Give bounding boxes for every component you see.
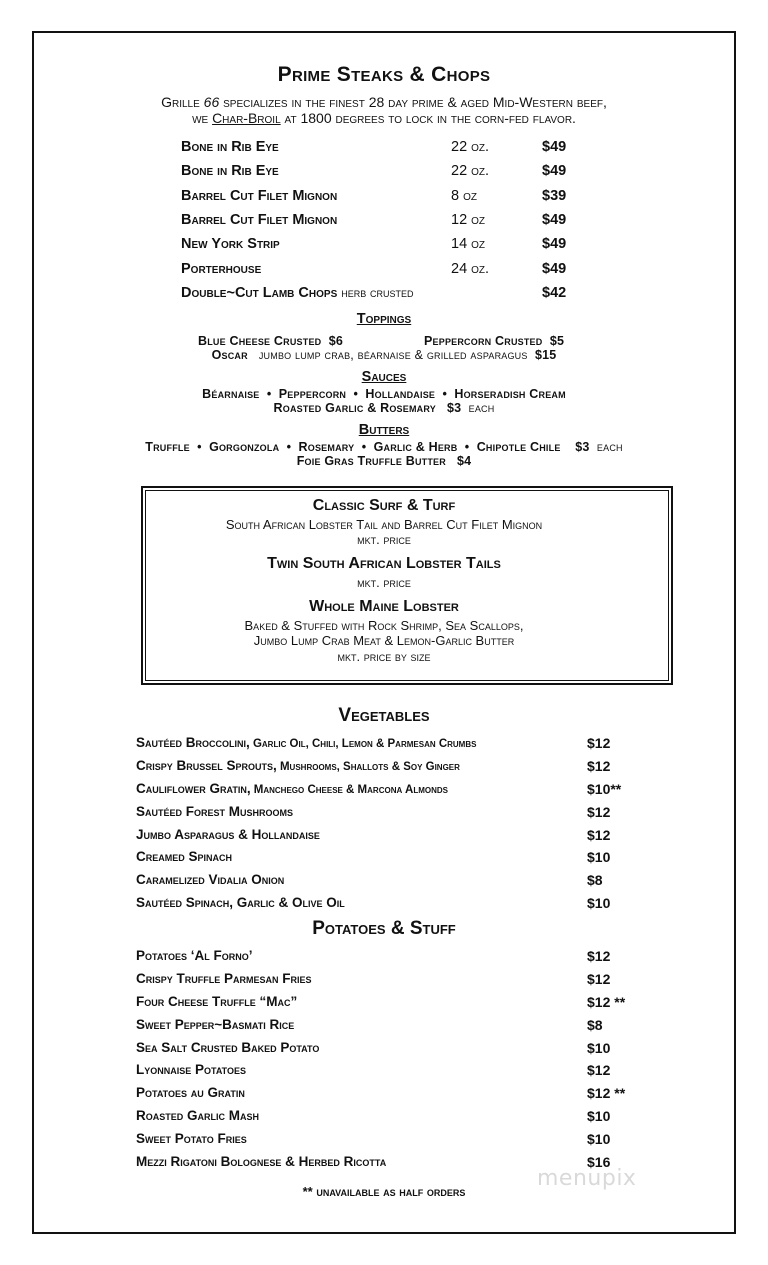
steak-name: Porterhouse	[181, 261, 262, 277]
steak-price: $49	[542, 212, 567, 228]
steak-price: $49	[542, 163, 567, 179]
item-price: $16	[587, 1154, 611, 1170]
butter-price: $3	[575, 440, 590, 454]
steak-name-lamb	[181, 285, 414, 301]
vegetable-item: Jumbo Asparagus & Hollandaise	[136, 827, 320, 842]
potato-item: Crispy Truffle Parmesan Fries	[136, 971, 312, 986]
item-price: $12	[587, 735, 611, 751]
steak-size: 22 oz.	[451, 163, 490, 179]
topping-peppercorn	[424, 334, 564, 348]
topping-name: Oscar	[211, 348, 248, 362]
sauce-name: Roasted Garlic & Rosemary	[273, 401, 436, 415]
butter-each: each	[596, 440, 623, 454]
sauce-price: $3	[446, 401, 462, 415]
intro-line-2	[0, 110, 768, 126]
special-price: mkt. price by size	[337, 649, 431, 664]
topping-name: Peppercorn Crusted	[424, 334, 543, 348]
item-price: $12 **	[587, 994, 626, 1010]
steak-name: Barrel Cut Filet Mignon	[181, 188, 338, 204]
steak-size: 24 oz.	[451, 261, 490, 277]
steak-size: 14 oz	[451, 236, 486, 252]
sauces-roasted-garlic	[0, 401, 768, 415]
potato-item: Four Cheese Truffle “Mac”	[136, 994, 298, 1009]
item-desc: Manchego Cheese & Marcona Almonds	[250, 784, 448, 796]
steak-price: $39	[542, 188, 567, 204]
vegetables-heading: Vegetables	[338, 705, 430, 726]
special-desc: Jumbo Lump Crab Meat & Lemon-Garlic Butter	[253, 633, 515, 648]
steak-name: Double~Cut Lamb Chops	[181, 285, 338, 301]
intro-text: at 1800 degrees to lock in the corn-fed flavor.	[280, 110, 576, 126]
sauces-list: Béarnaise • Peppercorn • Hollandaise • Horseradish Cream	[202, 387, 566, 401]
watermark: menupix	[537, 1166, 637, 1191]
topping-price: $15	[534, 348, 557, 362]
topping-oscar	[0, 348, 768, 362]
special-price: mkt. price	[357, 532, 411, 547]
topping-desc: jumbo lump crab, béarnaise & grilled asparagus	[258, 348, 528, 362]
topping-blue-cheese	[198, 334, 343, 348]
butter-names: Truffle • Gorgonzola • Rosemary • Garlic & Herb • Chipotle Chile	[145, 440, 561, 454]
potatoes-heading: Potatoes & Stuff	[312, 918, 456, 939]
steak-price: $49	[542, 139, 567, 155]
potato-item: Sweet Potato Fries	[136, 1131, 247, 1146]
steak-name: New York Strip	[181, 236, 280, 252]
page-title: Prime Steaks & Chops	[277, 63, 491, 86]
intro-number: 66	[203, 94, 220, 110]
potato-item: Sea Salt Crusted Baked Potato	[136, 1040, 320, 1055]
sauces-heading: Sauces	[361, 369, 407, 385]
vegetable-item	[136, 758, 460, 773]
topping-name: Blue Cheese Crusted	[198, 334, 322, 348]
steak-note: herb crusted	[341, 285, 414, 300]
vegetable-item	[136, 781, 448, 796]
intro-line-1	[0, 94, 768, 110]
item-price: $12	[587, 948, 611, 964]
item-price: $10	[587, 1131, 611, 1147]
special-title: Whole Maine Lobster	[309, 598, 459, 615]
steak-size: 8 oz	[451, 188, 477, 204]
vegetable-item: Sautéed Spinach, Garlic & Olive Oil	[136, 895, 345, 910]
butter-price: $4	[456, 454, 472, 468]
butter-name: Foie Gras Truffle Butter	[296, 454, 446, 468]
potato-item: Sweet Pepper~Basmati Rice	[136, 1017, 295, 1032]
special-desc: Baked & Stuffed with Rock Shrimp, Sea Scallops,	[244, 618, 524, 633]
footnote: ** unavailable as half orders	[302, 1184, 466, 1199]
steak-price: $49	[542, 236, 567, 252]
item-desc: Mushrooms, Shallots & Soy Ginger	[276, 761, 460, 773]
special-title: Twin South African Lobster Tails	[267, 555, 501, 572]
item-price: $12	[587, 827, 611, 843]
item-price: $10	[587, 895, 611, 911]
sauce-each: each	[468, 401, 495, 415]
topping-price: $6	[328, 334, 344, 348]
butters-heading: Butters	[358, 422, 410, 438]
steak-price: $42	[542, 285, 567, 301]
item-name: Cauliflower Gratin,	[136, 781, 251, 796]
butters-list	[0, 440, 768, 454]
item-price: $10	[587, 1040, 611, 1056]
item-price: $12	[587, 804, 611, 820]
steak-name: Bone in Rib Eye	[181, 163, 279, 179]
potato-item: Potatoes ‘Al Forno’	[136, 948, 253, 963]
steak-size: 12 oz	[451, 212, 486, 228]
vegetable-item	[136, 735, 476, 750]
topping-price: $5	[549, 334, 565, 348]
item-price: $10**	[587, 781, 622, 797]
steak-name: Barrel Cut Filet Mignon	[181, 212, 338, 228]
potato-item: Lyonnaise Potatoes	[136, 1062, 247, 1077]
item-name: Sautéed Broccolini,	[136, 735, 250, 750]
steak-size: 22 oz.	[451, 139, 490, 155]
butters-foie-gras	[0, 454, 768, 468]
vegetable-item: Creamed Spinach	[136, 849, 233, 864]
item-price: $12	[587, 758, 611, 774]
item-name: Crispy Brussel Sprouts,	[136, 758, 277, 773]
intro-text: specializes in the finest 28 day prime & aged Mid-Western beef,	[219, 94, 607, 110]
item-price: $12	[587, 1062, 611, 1078]
steak-name: Bone in Rib Eye	[181, 139, 279, 155]
intro-text: we	[192, 110, 213, 126]
potato-item: Mezzi Rigatoni Bolognese & Herbed Ricotta	[136, 1154, 387, 1169]
toppings-heading: Toppings	[356, 311, 412, 327]
potato-item: Potatoes au Gratin	[136, 1085, 245, 1100]
item-price: $12 **	[587, 1085, 626, 1101]
special-price: mkt. price	[357, 575, 411, 590]
intro-text: Grille	[161, 94, 204, 110]
item-price: $10	[587, 1108, 611, 1124]
special-desc: South African Lobster Tail and Barrel Cut Filet Mignon	[225, 517, 543, 532]
special-title: Classic Surf & Turf	[312, 497, 456, 514]
steak-price: $49	[542, 261, 567, 277]
item-price: $12	[587, 971, 611, 987]
vegetable-item: Sautéed Forest Mushrooms	[136, 804, 294, 819]
item-price: $8	[587, 872, 603, 888]
vegetable-item: Caramelized Vidalia Onion	[136, 872, 285, 887]
intro-char-broil: Char-Broil	[212, 110, 281, 126]
item-price: $10	[587, 849, 611, 865]
item-desc: Garlic Oil, Chili, Lemon & Parmesan Crumbs	[249, 738, 477, 750]
potato-item: Roasted Garlic Mash	[136, 1108, 259, 1123]
item-price: $8	[587, 1017, 603, 1033]
